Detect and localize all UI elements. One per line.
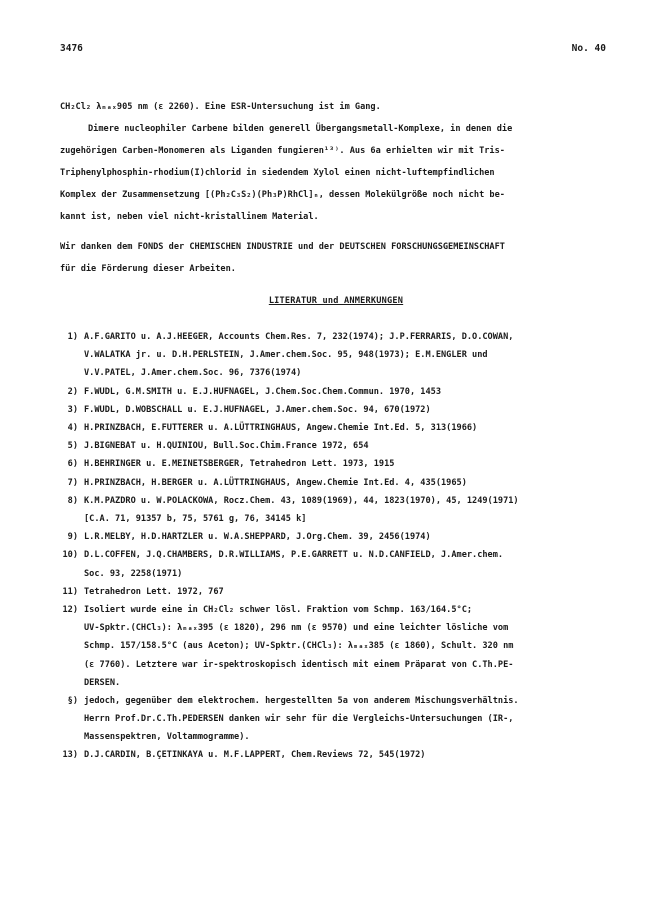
reference-text xyxy=(84,746,628,764)
reference-item xyxy=(48,492,628,528)
reference-line: F.WUDL, G.M.SMITH u. E.J.HUFNAGEL, J.Chem.Soc.Chem.Commun. 1970, 1453 xyxy=(84,386,441,397)
reference-item xyxy=(48,474,628,492)
reference-text xyxy=(84,583,628,601)
reference-line: H.BEHRINGER u. E.MEINETSBERGER, Tetrahedron Lett. 1973, 1915 xyxy=(84,459,395,470)
reference-line: A.F.GARITO u. A.J.HEEGER, Accounts Chem.Res. 7, 232(1974); J.P.FERRARIS, D.O.COWAN, xyxy=(84,332,514,342)
reference-line: V.V.PATEL, J.Amer.chem.Soc. 96, 7376(1974) xyxy=(84,368,302,379)
references-title: LITERATUR und ANMERKUNGEN xyxy=(268,296,404,306)
reference-line: (ε 7760). Letztere war ir-spektroskopisch identisch mit einem Präparat von C.Th.PE- xyxy=(84,659,514,670)
reference-text xyxy=(84,492,628,528)
reference-text xyxy=(84,437,628,455)
reference-line: Schmp. 157/158.5°C (aus Aceton); UV-Spktr.(CHCl₃): λₘₐₓ385 (ε 1860), Schult. 320 nm xyxy=(84,641,514,652)
reference-item xyxy=(48,692,628,747)
reference-line: D.J.CARDIN, B.ÇETINKAYA u. M.F.LAPPERT, Chem.Reviews 72, 545(1972) xyxy=(84,750,426,761)
reference-line: H.PRINZBACH, E.FUTTERER u. A.LÜTTRINGHAUS, Angew.Chemie Int.Ed. 5, 313(1966) xyxy=(84,422,478,433)
reference-number: 4) xyxy=(67,422,78,433)
reference-line: [C.A. 71, 91357 b, 75, 5761 g, 76, 34145 k] xyxy=(84,513,307,524)
reference-line: Soc. 93, 2258(1971) xyxy=(84,568,183,579)
reference-item xyxy=(48,455,628,473)
reference-item xyxy=(48,328,628,383)
reference-number: 8) xyxy=(67,495,78,506)
reference-text xyxy=(84,401,628,419)
reference-text xyxy=(84,528,628,546)
page-number: 3476 xyxy=(60,43,83,54)
reference-number: 12) xyxy=(62,604,78,615)
reference-line: DERSEN. xyxy=(84,677,121,688)
reference-text xyxy=(84,601,628,692)
intro-line: Triphenylphosphin-rhodium(I)chlorid in siedendem Xylol einen nicht-luftempfindlichen xyxy=(60,168,495,178)
reference-number: §) xyxy=(67,695,78,706)
reference-item xyxy=(48,746,628,764)
reference-text xyxy=(84,328,628,383)
reference-number: 2) xyxy=(67,386,78,397)
reference-text xyxy=(84,419,628,437)
ack-line: Wir danken dem FONDS der CHEMISCHEN INDUSTRIE und der DEUTSCHEN FORSCHUNGSGEMEINSCHAFT xyxy=(60,242,505,252)
reference-line: J.BIGNEBAT u. H.QUINIOU, Bull.Soc.Chim.France 1972, 654 xyxy=(84,441,369,452)
reference-text xyxy=(84,474,628,492)
reference-line: H.PRINZBACH, H.BERGER u. A.LÜTTRINGHAUS, Angew.Chemie Int.Ed. 4, 435(1965) xyxy=(84,477,467,488)
reference-number: 6) xyxy=(67,459,78,470)
reference-item xyxy=(48,383,628,401)
reference-item xyxy=(48,401,628,419)
reference-text xyxy=(84,383,628,401)
reference-number: 13) xyxy=(62,750,78,761)
reference-line: K.M.PAZDRO u. W.POLACKOWA, Rocz.Chem. 43, 1089(1969), 44, 1823(1970), 45, 1249(1971) xyxy=(84,495,519,506)
intro-paragraph xyxy=(60,96,620,228)
reference-list xyxy=(48,328,628,765)
reference-number: 3) xyxy=(67,404,78,415)
reference-item xyxy=(48,583,628,601)
reference-number: 11) xyxy=(62,586,78,597)
reference-item xyxy=(48,601,628,692)
reference-line: F.WUDL, D.WOBSCHALL u. E.J.HUFNAGEL, J.Amer.chem.Soc. 94, 670(1972) xyxy=(84,404,431,415)
intro-line: kannt ist, neben viel nicht-kristallinem Material. xyxy=(60,212,319,222)
reference-item xyxy=(48,419,628,437)
reference-line: D.L.COFFEN, J.Q.CHAMBERS, D.R.WILLIAMS, P.E.GARRETT u. N.D.CANFIELD, J.Amer.chem. xyxy=(84,550,504,561)
reference-line: UV-Spktr.(CHCl₃): λₘₐₓ395 (ε 1820), 296 nm (ε 9570) und eine leichter lösliche vom xyxy=(84,623,509,634)
intro-line: zugehörigen Carben-Monomeren als Liganden fungieren¹³⁾. Aus 6a erhielten wir mit Tris- xyxy=(60,146,505,156)
ack-line: für die Förderung dieser Arbeiten. xyxy=(60,264,236,274)
reference-line: V.WALATKA jr. u. D.H.PERLSTEIN, J.Amer.chem.Soc. 95, 948(1973); E.M.ENGLER und xyxy=(84,350,488,361)
reference-line: Isoliert wurde eine in CH₂Cl₂ schwer lösl. Fraktion vom Schmp. 163/164.5°C; xyxy=(84,604,473,615)
intro-line: Komplex der Zusammensetzung [(Ph₂C₃S₂)(Ph₃P)RhCl]ₙ, dessen Molekülgröße noch nicht be- xyxy=(60,190,505,200)
reference-text xyxy=(84,455,628,473)
intro-line: CH₂Cl₂ λₘₐₓ905 nm (ε 2260). Eine ESR-Untersuchung ist im Gang. xyxy=(60,102,381,112)
reference-number: 5) xyxy=(67,441,78,452)
reference-line: L.R.MELBY, H.D.HARTZLER u. W.A.SHEPPARD, J.Org.Chem. 39, 2456(1974) xyxy=(84,532,431,543)
reference-number: 10) xyxy=(62,550,78,561)
reference-line: Herrn Prof.Dr.C.Th.PEDERSEN danken wir sehr für die Vergleichs-Untersuchungen (IR-, xyxy=(84,714,514,725)
reference-line: Massenspektren, Voltammogramme). xyxy=(84,732,250,743)
issue-number: No. 40 xyxy=(571,43,606,54)
reference-text xyxy=(84,546,628,582)
reference-item xyxy=(48,437,628,455)
reference-number: 9) xyxy=(67,532,78,543)
intro-line: Dimere nucleophiler Carbene bilden generell Übergangsmetall-Komplexe, in denen die xyxy=(88,124,513,134)
reference-text xyxy=(84,692,628,747)
reference-number: 7) xyxy=(67,477,78,488)
reference-item xyxy=(48,546,628,582)
reference-number: 1) xyxy=(67,332,78,342)
reference-line: Tetrahedron Lett. 1972, 767 xyxy=(84,586,224,597)
acknowledgement xyxy=(60,236,620,280)
reference-line: jedoch, gegenüber dem elektrochem. hergestellten 5a von anderem Mischungsverhältnis. xyxy=(84,695,519,706)
reference-item xyxy=(48,528,628,546)
